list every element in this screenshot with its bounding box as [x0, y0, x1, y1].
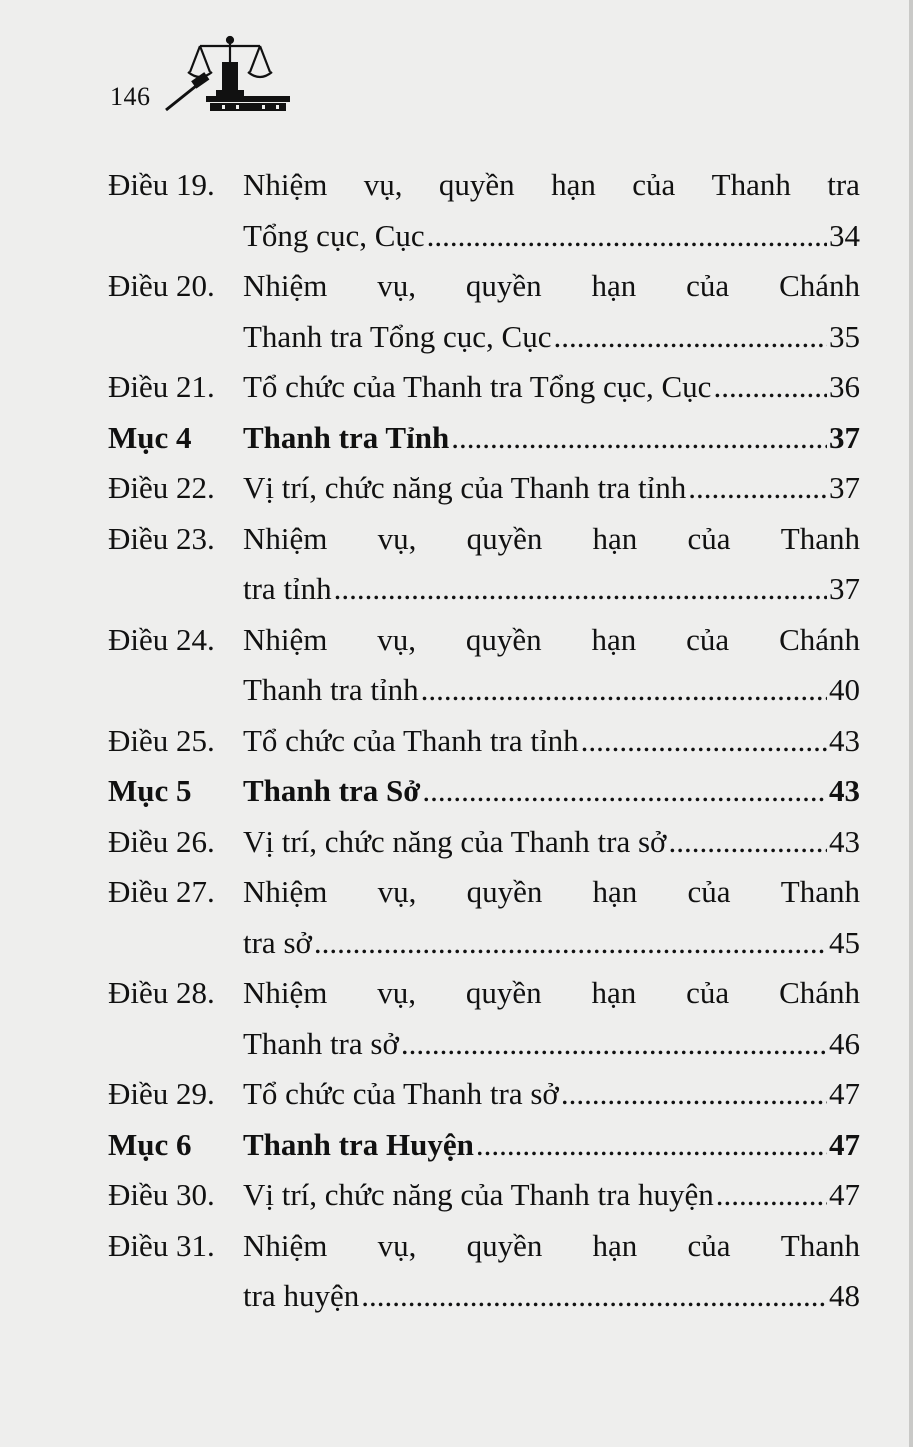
dot-leader [668, 817, 827, 868]
toc-entry-title [243, 160, 860, 211]
toc-entry [108, 1069, 860, 1120]
toc-entry-word: Nhiệm [243, 268, 328, 303]
dot-leader [422, 766, 827, 817]
toc-entry-word: Chánh [779, 975, 860, 1010]
toc-entry-title: Tổ chức của Thanh tra sở [243, 1076, 559, 1111]
dot-leader [361, 1271, 827, 1322]
toc-entry-label: Điều 21. [108, 369, 215, 404]
toc-entry-title-cont: Thanh tra tỉnh [243, 672, 419, 707]
toc-entry-word: quyền [438, 167, 515, 202]
dot-leader [553, 312, 827, 363]
toc-entry-continuation [108, 211, 860, 262]
toc-entry-label: Điều 27. [108, 874, 215, 909]
toc-entry-word: quyền [466, 520, 543, 556]
toc-entry-continuation [108, 665, 860, 716]
toc-entry-title-cont: Tổng cục, Cục [243, 217, 425, 253]
toc-entry-word: quyền [466, 1227, 543, 1263]
toc-entry-label: Điều 20. [108, 268, 215, 303]
toc-entry-word: vụ, [377, 975, 416, 1010]
toc-entry-title: Vị trí, chức năng của Thanh tra huyện [243, 1177, 714, 1212]
toc-entry-word: tra [827, 167, 860, 202]
toc-entry-word: vụ, [377, 621, 416, 657]
toc-entry-title: Vị trí, chức năng của Thanh tra tỉnh [243, 470, 687, 505]
toc-entry-title: Vị trí, chức năng của Thanh tra sở [243, 823, 667, 859]
toc-entry-page: 37 [829, 571, 860, 606]
toc-entry-word: Thanh [780, 1227, 860, 1263]
toc-entry-word: hạn [592, 1227, 638, 1263]
toc-entry-page: 46 [829, 1025, 860, 1061]
toc-entry-label: Mục 4 [108, 419, 192, 455]
toc-entry-label: Điều 31. [108, 1227, 215, 1263]
toc-entry-word: Nhiệm [243, 520, 328, 556]
toc-entry-word: Nhiệm [243, 167, 328, 202]
toc-entry-page: 43 [829, 823, 860, 859]
toc-entry-word: vụ, [377, 1227, 417, 1263]
toc-entry-title-cont: tra huyện [243, 1278, 360, 1313]
toc-entry [108, 968, 860, 1019]
toc-entry-title: Tổ chức của Thanh tra tỉnh [243, 722, 579, 758]
toc-entry [108, 615, 860, 666]
toc-entry-word: Chánh [779, 621, 860, 657]
dot-leader [561, 1069, 827, 1120]
toc-entry-title [243, 968, 860, 1019]
table-of-contents [108, 160, 860, 1322]
toc-entry-word: hạn [591, 268, 637, 303]
toc-entry-word: Thanh [780, 874, 860, 909]
toc-entry-word: của [686, 268, 730, 303]
toc-entry-title-cont: Thanh tra Tổng cục, Cục [243, 318, 552, 354]
dot-leader [581, 716, 827, 767]
toc-entry-word: quyền [465, 621, 542, 657]
toc-entry-title: Thanh tra Tỉnh [243, 419, 450, 455]
toc-entry [108, 867, 860, 918]
toc-entry-title-cont: tra sở [243, 924, 312, 960]
toc-entry-continuation [108, 1019, 860, 1070]
toc-entry-word: vụ, [377, 874, 417, 909]
toc-entry-label: Điều 25. [108, 722, 215, 758]
toc-entry-word: vụ, [377, 268, 416, 303]
toc-entry [108, 1170, 860, 1221]
toc-entry-word: Nhiệm [243, 1227, 328, 1263]
toc-entry-label: Điều 22. [108, 470, 215, 505]
toc-entry-page: 43 [829, 722, 860, 758]
toc-entry [108, 1120, 860, 1171]
toc-entry-word: của [687, 874, 731, 909]
toc-entry-page: 47 [829, 1076, 860, 1111]
toc-entry-page: 48 [829, 1278, 860, 1313]
toc-entry-label: Điều 29. [108, 1076, 215, 1111]
dot-leader [314, 918, 827, 969]
toc-entry-label: Điều 30. [108, 1177, 215, 1212]
toc-entry-title: Tổ chức của Thanh tra Tổng cục, Cục [243, 369, 712, 404]
toc-entry-title: Thanh tra Sở [243, 773, 421, 808]
toc-entry-label: Mục 5 [108, 773, 192, 808]
dot-leader [713, 362, 827, 413]
toc-entry-word: của [686, 975, 730, 1010]
toc-entry [108, 413, 860, 464]
toc-entry-word: hạn [591, 975, 637, 1010]
toc-entry-continuation [108, 312, 860, 363]
toc-entry [108, 514, 860, 565]
toc-entry-title-cont: Thanh tra sở [243, 1025, 399, 1061]
toc-entry-title [243, 1221, 860, 1272]
dot-leader [716, 1170, 827, 1221]
toc-entry-label: Điều 19. [108, 167, 215, 202]
toc-entry-label: Điều 26. [108, 823, 215, 859]
toc-entry-page: 35 [829, 318, 860, 354]
toc-entry-word: của [687, 520, 731, 556]
toc-entry-label: Điều 23. [108, 520, 215, 556]
dot-leader [421, 665, 827, 716]
toc-entry-page: 47 [829, 1177, 860, 1212]
toc-entry-word: hạn [551, 167, 596, 202]
toc-entry [108, 160, 860, 211]
toc-entry-page: 37 [829, 419, 860, 455]
toc-entry-page: 45 [829, 924, 860, 960]
toc-entry-word: của [686, 621, 730, 657]
toc-entry-word: của [687, 1227, 731, 1263]
toc-entry-page: 43 [829, 773, 860, 808]
page-header [110, 30, 410, 120]
dot-leader [476, 1120, 827, 1171]
toc-entry-word: quyền [466, 874, 543, 909]
toc-entry-page: 34 [829, 217, 860, 253]
dot-leader [451, 413, 827, 464]
toc-entry-continuation [108, 918, 860, 969]
toc-entry [108, 766, 860, 817]
toc-entry-word: Thanh [780, 520, 860, 556]
dot-leader [401, 1019, 827, 1070]
toc-entry-continuation [108, 1271, 860, 1322]
toc-entry-title-cont: tra tỉnh [243, 571, 332, 606]
toc-entry-word: Nhiệm [243, 975, 328, 1010]
toc-entry-title: Thanh tra Huyện [243, 1126, 474, 1162]
toc-entry-page: 37 [829, 470, 860, 505]
toc-entry-label: Mục 6 [108, 1126, 192, 1162]
toc-entry-word: Nhiệm [243, 874, 328, 909]
page-number: 146 [110, 82, 151, 111]
toc-entry [108, 817, 860, 868]
page-edge [909, 0, 913, 1447]
toc-entry [108, 1221, 860, 1272]
toc-entry-title [243, 514, 860, 565]
toc-entry-word: hạn [592, 520, 638, 556]
toc-entry-word: Nhiệm [243, 621, 328, 657]
toc-entry [108, 716, 860, 767]
toc-entry-page: 36 [829, 369, 860, 404]
scales-of-justice-icon [162, 32, 292, 114]
toc-entry-label: Điều 24. [108, 621, 215, 657]
toc-entry-title [243, 261, 860, 312]
toc-entry-label: Điều 28. [108, 975, 215, 1010]
toc-entry-word: quyền [465, 268, 542, 303]
toc-entry [108, 362, 860, 413]
toc-entry-word: vụ, [377, 520, 417, 556]
toc-entry-word: hạn [592, 874, 638, 909]
toc-entry-word: của [632, 167, 676, 202]
toc-entry-word: quyền [465, 975, 542, 1010]
dot-leader [334, 564, 827, 615]
toc-entry-continuation [108, 564, 860, 615]
toc-entry [108, 463, 860, 514]
dot-leader [688, 463, 827, 514]
toc-entry-word: vụ, [363, 167, 403, 202]
toc-entry-page: 47 [829, 1126, 860, 1162]
dot-leader [427, 211, 827, 262]
toc-entry [108, 261, 860, 312]
toc-entry-word: Chánh [779, 268, 860, 303]
toc-entry-title [243, 867, 860, 918]
toc-entry-word: Thanh [711, 167, 791, 202]
toc-entry-page: 40 [829, 672, 860, 707]
toc-entry-title [243, 615, 860, 666]
toc-entry-word: hạn [591, 621, 637, 657]
